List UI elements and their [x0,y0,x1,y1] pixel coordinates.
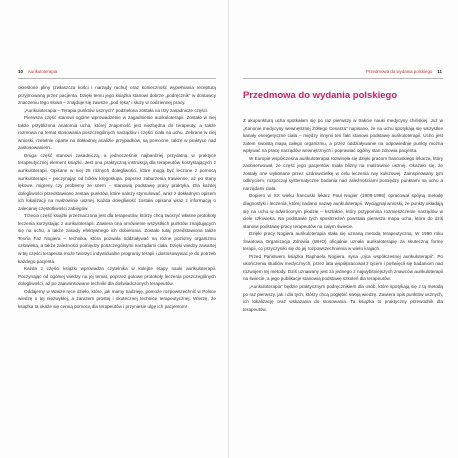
left-paragraph: Oddajemy w Wasze ręce dzieło, które, jak mamy nadzieję, pomoże rozpowszechnić w Polsce wiedzę o tej niezwykłej, a zarazem prostej i skutecznej technice terapeutycznej. Wierzę, że książka ta okaże się cenną pomocą dla terapeutów i przyniesie ulgę ich pacjentom! [18,288,216,309]
left-paragraph: „Aurikuloterapia – Terapia punktów usznych” podzielona została na trzy zasadnicze części. [24,107,209,113]
right-header-rule [243,78,443,79]
left-paragraph: Pierwsza część stanowi ogólne wprowadzenie w zagadnienie aurikuloterapii. Zostało w niej także przybliżona anatomia ucha, której znajomość jest niezbędna do terapeuty, a także rozmowa na temat stosowania poszczególnych narządów i części ciała na uchu. Zebrane w niej wnioski, rzetelnie oparte na dokładnej analizie przypadków, są pomocne, także w praktyce nad zastosowaniem... [18,115,216,151]
right-paragraph: Dzięki pracy Nogiera aurikuloterapia stała się uznaną metodą terapeutyczną. W 1990 roku Światowa Organizacja Zdrowia (WHO) oficjalnie uznała aurikuloterapię za skuteczną formę terapii, co przyczyniło się do jej rozpowszechnienia w wielu krajach. [243,231,443,252]
left-paragraph: Każda z części książki wprowadza czytelnika w kolejne etapy nauki aurikuloterapii. Poczynając od ogólnej wiedzy na jej temat, poprzez gotowe protokoły leczenia poszczególnych dolegliwości, aż po zaawansowane techniki dla doświadczonych terapeutów. [18,266,216,287]
right-page [229,0,458,458]
left-header-rule [18,78,216,79]
right-paragraph: W Europie współczesna aurikuloterapia rozwinęła się dzięki pracom francuskiego lekarza, który zaobserwował, że część jego pacjentów miała blizny na małżowinie usznej. Okazało się, że zostały one wykonane przez uzdrowicielkę w celu leczenia rwy kulszowej. Zainspirowany tym odkryciem, rozpoczął systematyczne badania nad zależnościami pomiędzy punktami na uchu a narządami ciała. [243,155,443,191]
left-paragraph: Trzecia część książki przeznaczona jest dla terapeutów, którzy chcą tworzyć własne protokoły leczenia korzystając z aurikuloterapii. Zawiera ona omówienie wszystkich punktów znajdujących się na uchu, a także zasady efektywnego ich dobierania. Zostało tutaj przedstawiona także Teoria Faz Nogiera – technika, która pozwala oddziaływać na różne poziomy organizmu człowieka, a także zależności pomiędzy poszczególnymi narządami ciała. Dzięki wiedzy zawartej w tej części terapeuta może tworzyć indywidualne programy terapii i dostosowywać je do potrzeb każdego pacjenta. [18,213,216,264]
right-paragraph: Przed Państwem książka Raphaela Nogiera, syna „ojca współczesnej aurikuloterapii”. Po ukończeniu studiów medycznych, przez lata współpracował z ojcem i poświęcił się badaniom nad rozwojem tej metody. Dziś uznawany jest za jednego z najwybitniejszych znawców aurikuloterapii na świecie, a jego publikacje stanowią podstawę szkoleń dla terapeutów. [243,253,443,282]
right-paragraph: Dopiero w XX wieku francuski lekarz Paul Nogier (1908-1996) opracował spójną metodę diagnostyki i leczenia, której nadano nazwę aurikuloterapii. Wyciągnął wnioski, że punkty układają się na uchu w odwróconym płodzie – kształcie, który przypomina rozmieszczenie narządów w ciele człowieka. Na podstawie tych spostrzeżeń powstała pierwsza mapa ucha, która do dziś stanowi podstawę pracy terapeutów na całym świecie. [243,193,443,229]
left-page-number: 10 [18,69,23,74]
right-page-header [366,68,442,76]
right-paragraph: „Aurikuloterapia” będzie praktycznym podręcznikiem dla osób, które spotykają się z tą metodą po raz pierwszy, jak i dla tych, którzy chcą pogłębić swoją wiedzę. Zawiera opis punktów usznych, ich lokalizację oraz wskazania do stosowania. Ta książka to praktyczny przewodnik dla terapeutów. [243,284,443,312]
left-page-header [18,68,57,76]
left-page [0,0,228,458]
left-paragraph: określone pliny (zwłaszcza kości i narządy ruchu) oraz konieczność wypełniania recepturą przyjmowaną przez pacjenta. Dzięki temu jego książka stanowi dobrze „podręcznik” w dostawcy znaczeniu tego słowa – znajduje się zawsze „pod ręką” i służy w codziennej pracy. [18,85,216,106]
left-body-text [18,84,216,310]
left-running-head: Aurikuloterapia [27,69,58,74]
left-paragraph: Druga część stanowi zasadniczą, a jednocześnie najbardziej przydatną w praktyce terapeutycznej element książki. Jest ona praktyczną instrukcją dla terapeutów korzystających z aurikuloterapii. Opisane w niej 25 różnych dolegliwości, które mogą być leczone z pomocą aurikuloterapii – poczynając od bólów kręgosłupa, poprzez zaburzenia trawienne, aż po stany lękowe, migreny czy problemy ze snem – stanowią podstawę pracy praktyka. Dla każdej dolegliwości przedstawiono zestaw punktów, które należy stymulować, wraz z dokładnym opisem ich lokalizacji na małżowinie usznej. Każda dolegliwość została opisana wraz z informacją o zalecanej częstotliwości zabiegów. [18,152,216,211]
chapter-title: Przedmowa do wydania polskiego [243,90,398,101]
right-page-number: 11 [437,69,442,74]
right-body-text [243,117,443,313]
right-paragraph: Z akupunkturą ucha spotkałam się po raz pierwszy w trakcie nauki medycyny chińskiej. Już w „Kanonie medycyny wewnętrznej Żółtego Cesarza” napisano, że na uchu spotykają się wszystkie kanały energetyczne ciała – między innymi ten fakt stanowi podstawę aurikuloterapii. Ucho jest zatem swoistą mapą całego organizmu, a przez oddziaływanie na odpowiednie punkty można wpływać na pracę narządów wewnętrznych i poprawiać ogólny stan zdrowia pacjenta. [243,118,443,154]
right-running-head: Przedmowa do wydania polskiego [365,69,433,74]
